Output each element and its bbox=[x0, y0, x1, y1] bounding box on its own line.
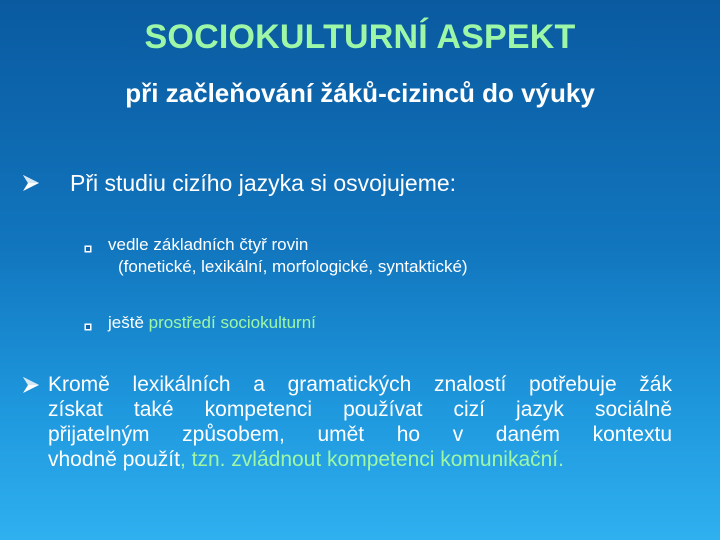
sub-bullet-text bbox=[108, 312, 316, 334]
sub-bullet-line: (fonetické, lexikální, morfologické, syntaktické) bbox=[118, 257, 468, 276]
sub-bullet-text bbox=[108, 234, 468, 278]
paragraph-text: vhodně použít bbox=[48, 448, 180, 471]
arrowhead-bullet-icon bbox=[22, 376, 40, 394]
arrowhead-bullet-icon bbox=[22, 174, 40, 192]
paragraph-highlight: , tzn. zvládnout kompetenci komunikační. bbox=[179, 448, 564, 471]
paragraph-line: přijatelným způsobem, umět ho v daném kontextu bbox=[48, 423, 672, 446]
square-bullet-icon bbox=[84, 318, 92, 326]
paragraph-line: Kromě lexikálních a gramatických znalostí potřebuje žák bbox=[48, 373, 672, 396]
paragraph-line bbox=[48, 447, 672, 472]
sub-bullet-highlight: prostředí sociokulturní bbox=[148, 313, 316, 332]
sub-bullet-prefix: ještě bbox=[108, 313, 149, 332]
square-bullet-icon bbox=[84, 240, 92, 248]
bullet-paragraph bbox=[48, 372, 672, 472]
slide-subtitle: při začleňování žáků-cizinců do výuky bbox=[125, 78, 595, 108]
sub-bullet-line: vedle základních čtyř rovin bbox=[108, 235, 309, 254]
slide-title: SOCIOKULTURNÍ ASPEKT bbox=[144, 18, 576, 56]
paragraph-line: získat také kompetenci používat cizí jazyk sociálně bbox=[48, 398, 672, 421]
bullet-text: Při studiu cizího jazyka si osvojujeme: bbox=[70, 170, 457, 196]
